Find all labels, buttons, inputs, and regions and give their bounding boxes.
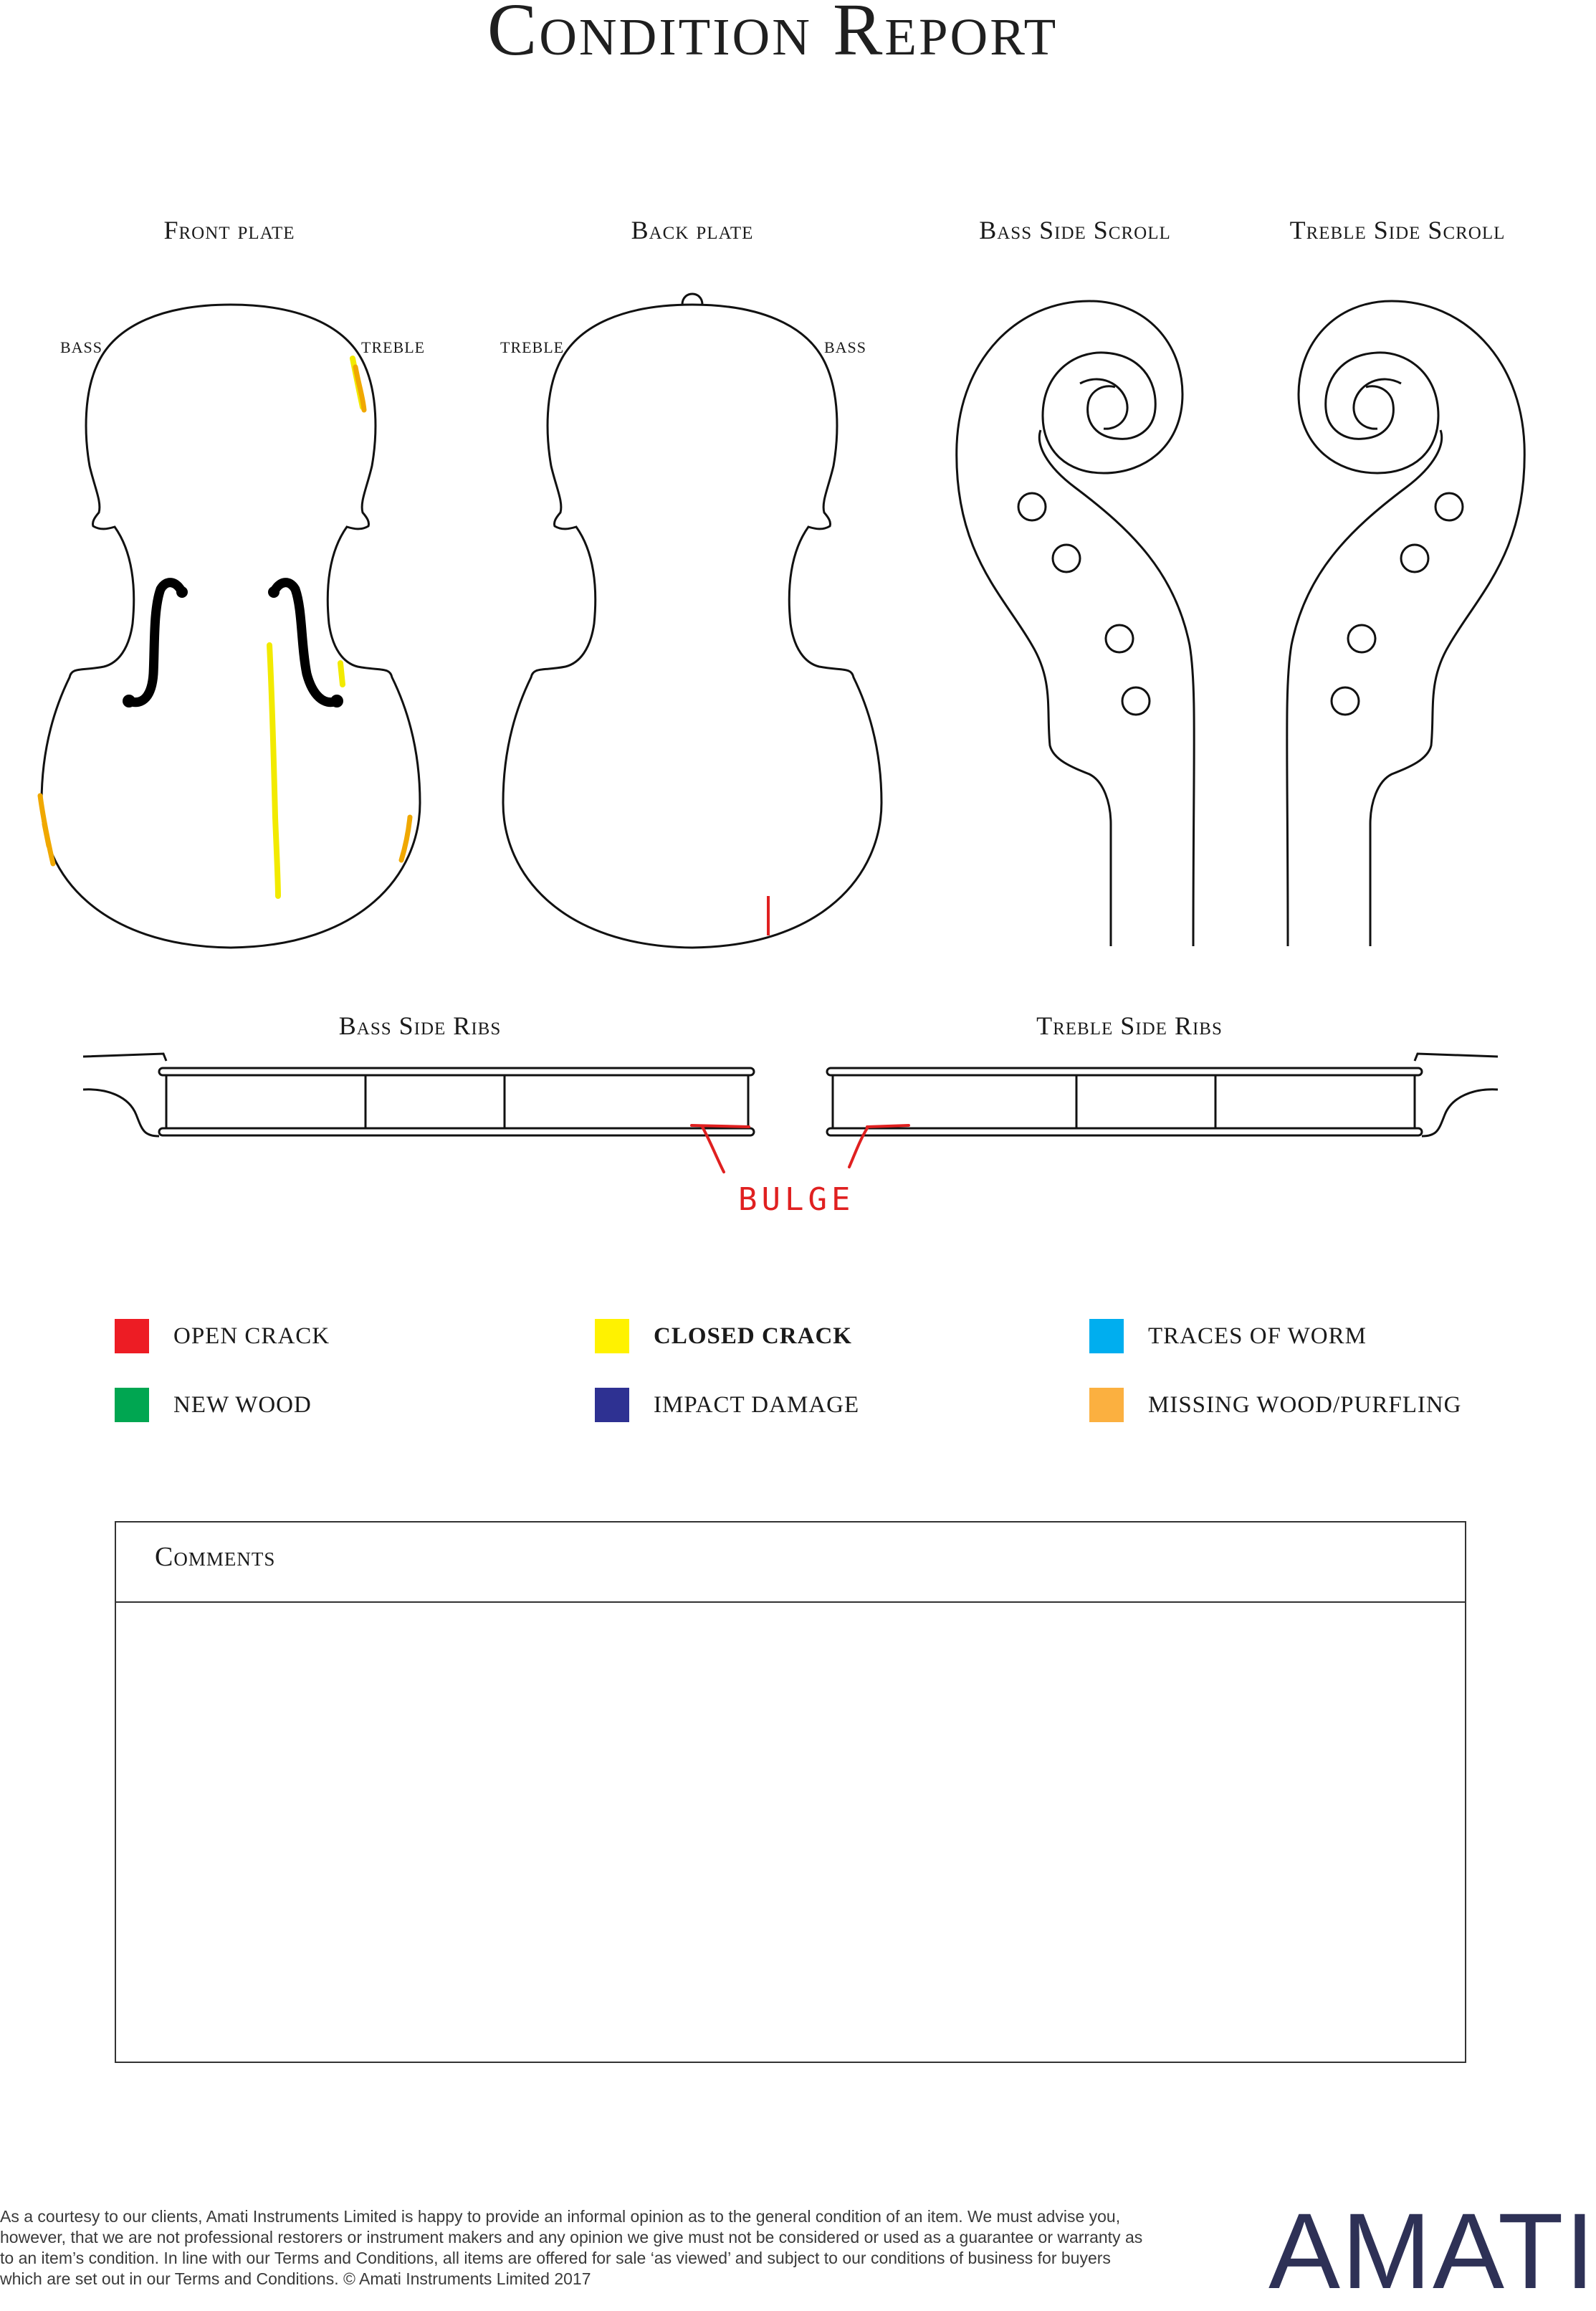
page-title: Condition Report — [487, 0, 1059, 71]
front-bass-label: BASS — [60, 338, 103, 356]
legend-missing-wood-purfling — [1089, 1388, 1462, 1422]
legend-traces-of-worm — [1089, 1319, 1367, 1353]
legend-label: MISSING WOOD/PURFLING — [1148, 1391, 1462, 1418]
legend-new-wood — [115, 1388, 312, 1422]
closed-crack-marks — [269, 358, 363, 896]
legend-label: OPEN CRACK — [173, 1323, 330, 1349]
comments-body[interactable] — [116, 1603, 1465, 2062]
bass-side-ribs-outline — [83, 1054, 754, 1136]
f-holes — [129, 583, 337, 702]
f-hole-eye-left-bottom — [123, 695, 135, 707]
legend-swatch-cyan — [1089, 1319, 1124, 1353]
back-plate-outline — [503, 294, 881, 948]
bulge-annotation-text: BULGE — [738, 1181, 855, 1218]
bass-side-ribs-label: Bass Side Ribs — [338, 1011, 502, 1040]
treble-side-ribs-label: Treble Side Ribs — [1036, 1011, 1223, 1040]
bass-side-scroll-outline — [957, 301, 1195, 946]
legend-swatch-navy — [595, 1388, 629, 1422]
disclaimer-text: As a courtesy to our clients, Amati Instruments Limited is happy to provide an informal opinion as to the general condition of an item. We must advise you, however, that we are not professional restorers or instrument makers and any opinion we give must not be considered or used as a guarantee or warranty as to an item’s condition. In line with our Terms and Conditions, all items are offered for sale ‘as viewed’ and subject to our conditions of business for buyers which are set out in our Terms and Conditions. © Amati Instruments Limited 2017 — [0, 2207, 1143, 2288]
f-hole-eye-right-bottom — [330, 695, 343, 707]
legend-swatch-green — [115, 1388, 149, 1422]
back-plate-label: Back plate — [631, 216, 754, 244]
legend-swatch-red — [115, 1319, 149, 1353]
legend-label: TRACES OF WORM — [1148, 1323, 1367, 1349]
legend-closed-crack — [595, 1319, 852, 1353]
legend-impact-damage — [595, 1388, 859, 1422]
comments-heading: Comments — [116, 1523, 1465, 1603]
legend-label: CLOSED CRACK — [654, 1323, 852, 1349]
amati-logo: AMATI — [1268, 2191, 1596, 2311]
bass-side-scroll-label: Bass Side Scroll — [979, 216, 1171, 244]
treble-side-scroll-outline — [1287, 301, 1525, 946]
back-treble-label: TREBLE — [500, 338, 565, 356]
legend-label: NEW WOOD — [173, 1391, 312, 1418]
bulge-annotation-lines — [692, 1125, 909, 1172]
treble-side-ribs-outline — [827, 1054, 1498, 1136]
legend-swatch-yellow — [595, 1319, 629, 1353]
f-hole-eye-left — [176, 586, 188, 598]
front-treble-label: TREBLE — [361, 338, 426, 356]
f-hole-eye-right — [268, 586, 279, 598]
missing-wood-marks — [40, 367, 410, 864]
treble-side-scroll-label: Treble Side Scroll — [1289, 216, 1506, 244]
legend-open-crack — [115, 1319, 330, 1353]
legend-label: IMPACT DAMAGE — [654, 1391, 860, 1418]
back-bass-label: BASS — [824, 338, 867, 356]
front-plate-label: Front plate — [163, 216, 295, 244]
comments-box — [115, 1521, 1466, 2063]
legend-swatch-orange — [1089, 1388, 1124, 1422]
